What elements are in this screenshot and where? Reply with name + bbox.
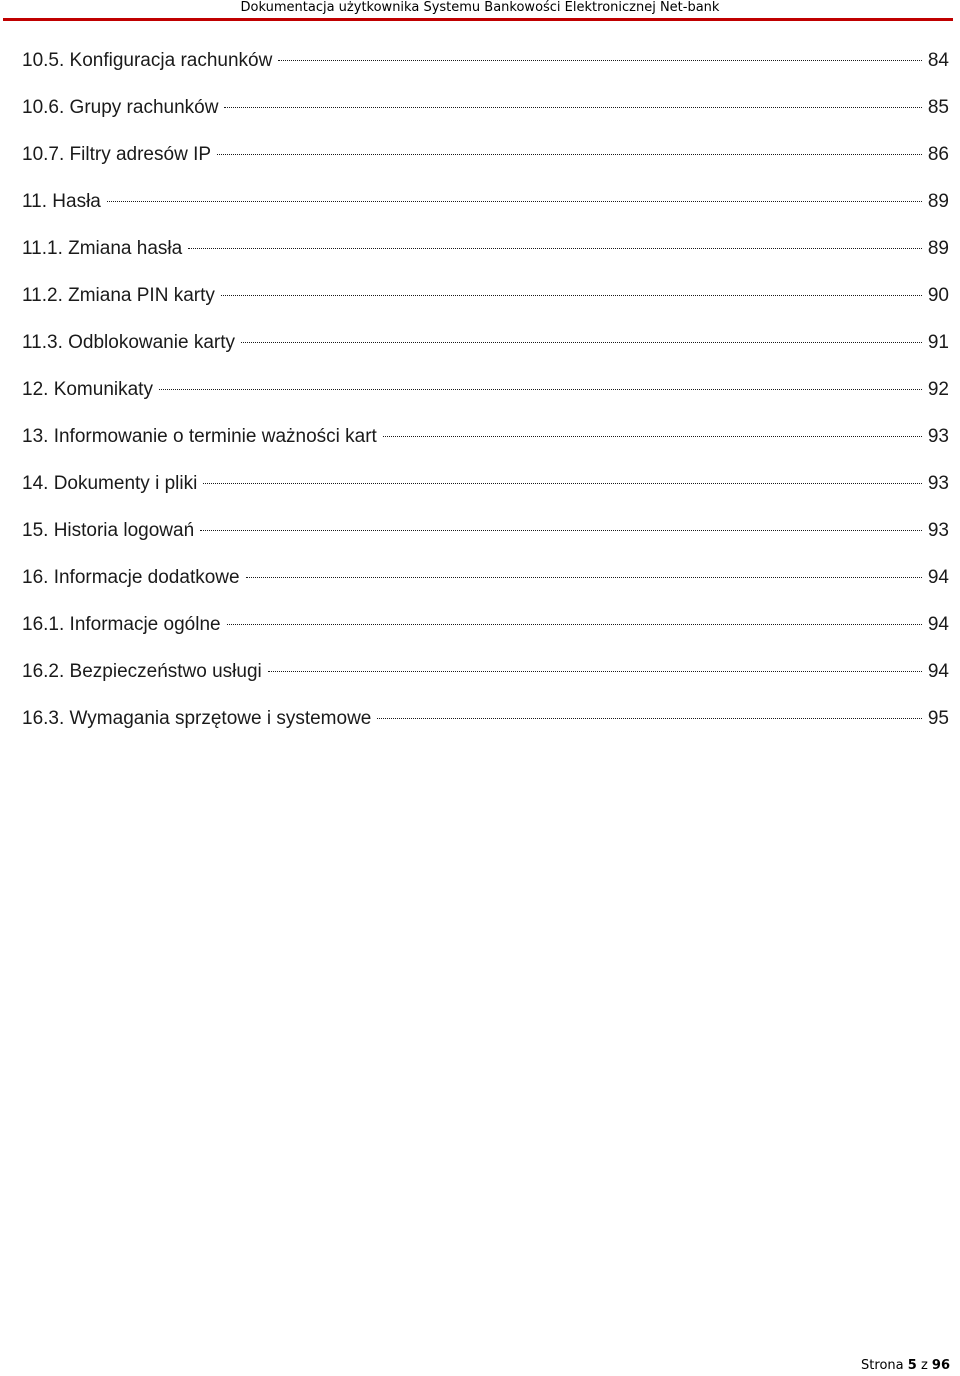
toc-entry-label: 11.3. Odblokowanie karty	[22, 332, 235, 353]
toc-entry-label: 15. Historia logowań	[22, 520, 195, 541]
toc-dot-leader	[203, 483, 922, 484]
page-number-separator: z	[920, 1358, 928, 1373]
toc-entry[interactable]	[22, 563, 949, 593]
toc-entry[interactable]	[22, 187, 949, 217]
toc-entry-label: 11.2. Zmiana PIN karty	[22, 285, 215, 306]
toc-dot-leader	[221, 295, 922, 296]
toc-dot-leader	[200, 530, 922, 531]
toc-entry[interactable]	[22, 704, 949, 734]
toc-entry-label: 16. Informacje dodatkowe	[22, 567, 240, 588]
toc-entry-page: 93	[927, 473, 949, 494]
toc-dot-leader	[383, 436, 922, 437]
toc-entry-label: 10.5. Konfiguracja rachunków	[22, 50, 273, 71]
document-title: Dokumentacja użytkownika Systemu Bankowości Elektronicznej Net-bank	[240, 0, 720, 15]
toc-entry-label: 11.1. Zmiana hasła	[22, 238, 183, 259]
toc-entry[interactable]	[22, 657, 949, 687]
toc-entry[interactable]	[22, 140, 949, 170]
toc-entry-page: 85	[927, 97, 949, 118]
toc-entry-page: 95	[927, 708, 949, 729]
toc-dot-leader	[246, 577, 922, 578]
toc-dot-leader	[278, 60, 922, 61]
toc-entry-label: 12. Komunikaty	[22, 379, 153, 400]
toc-entry-label: 14. Dokumenty i pliki	[22, 473, 198, 494]
toc-entry-page: 93	[927, 520, 949, 541]
toc-dot-leader	[159, 389, 922, 390]
toc-entry-label: 11. Hasła	[22, 191, 101, 212]
toc-dot-leader	[188, 248, 922, 249]
toc-entry[interactable]	[22, 328, 949, 358]
toc-entry[interactable]	[22, 46, 949, 76]
toc-entry-page: 92	[927, 379, 949, 400]
page-number-prefix: Strona	[861, 1358, 904, 1373]
toc-entry-label: 16.1. Informacje ogólne	[22, 614, 221, 635]
toc-entry-page: 86	[927, 144, 949, 165]
toc-entry-page: 89	[927, 191, 949, 212]
toc-dot-leader	[224, 107, 921, 108]
toc-entry-page: 90	[927, 285, 949, 306]
toc-dot-leader	[107, 201, 922, 202]
toc-entry[interactable]	[22, 610, 949, 640]
toc-entry-label: 10.7. Filtry adresów IP	[22, 144, 212, 165]
toc-entry-page: 89	[927, 238, 949, 259]
toc-entry-page: 91	[927, 332, 949, 353]
toc-dot-leader	[268, 671, 922, 672]
header-divider	[3, 18, 953, 21]
toc-entry-label: 10.6. Grupy rachunków	[22, 97, 219, 118]
toc-entry-label: 13. Informowanie o terminie ważności kart	[22, 426, 377, 447]
page-footer	[861, 1358, 950, 1374]
toc-entry-label: 16.3. Wymagania sprzętowe i systemowe	[22, 708, 372, 729]
toc-entry[interactable]	[22, 234, 949, 264]
toc-entry[interactable]	[22, 469, 949, 499]
toc-entry[interactable]	[22, 93, 949, 123]
toc-dot-leader	[227, 624, 922, 625]
toc-dot-leader	[241, 342, 922, 343]
toc-entry[interactable]	[22, 516, 949, 546]
toc-entry-page: 93	[927, 426, 949, 447]
toc-entry-page: 94	[927, 614, 949, 635]
toc-entry-label: 16.2. Bezpieczeństwo usługi	[22, 661, 262, 682]
toc-entry-page: 94	[927, 567, 949, 588]
toc-entry[interactable]	[22, 281, 949, 311]
current-page-number: 5	[907, 1358, 917, 1373]
toc-entry-page: 94	[927, 661, 949, 682]
toc-entry[interactable]	[22, 422, 949, 452]
toc-dot-leader	[217, 154, 922, 155]
toc-entry-page: 84	[927, 50, 949, 71]
total-page-count: 96	[931, 1358, 950, 1373]
toc-entry[interactable]	[22, 375, 949, 405]
toc-dot-leader	[377, 718, 921, 719]
